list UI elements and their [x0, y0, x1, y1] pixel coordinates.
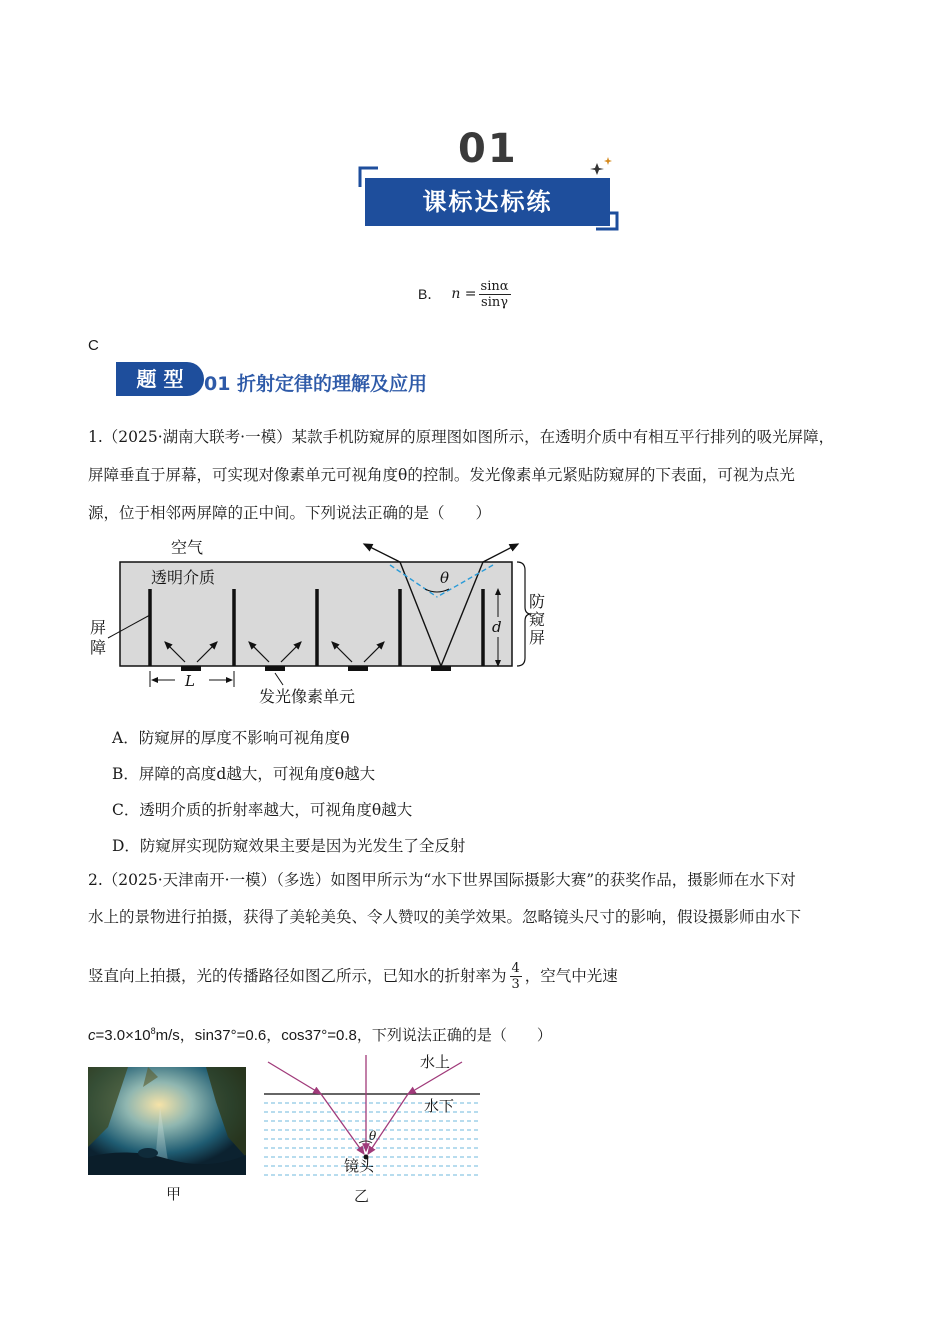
formula-numerator: sinα [480, 278, 509, 294]
banner-number: 01 [458, 126, 518, 172]
pixel [181, 666, 201, 671]
q1-line-3: 源，位于相邻两屏障的正中间。下列说法正确的是（ ） [88, 504, 492, 522]
q2-line-2: 水上的景物进行拍摄，获得了美轮美奂、令人赞叹的美学效果。忽略镜头尺寸的影响，假设摄影师由水下 [88, 908, 802, 926]
formula-lhs: n = [451, 286, 477, 302]
formula-b [418, 272, 511, 316]
q1-option-b[interactable]: B．屏障的高度d越大，可视角度θ越大 [112, 765, 376, 783]
L-label: L [185, 672, 195, 690]
caption-jia: 甲 [166, 1185, 182, 1203]
d-label: d [492, 618, 502, 636]
pixel [348, 666, 368, 671]
screen-label-3: 屏 [529, 628, 546, 647]
q2-line-4-rest: m/s，sin37°=0.6，cos37°=0.8，下列说法正确的是（ ） [155, 1027, 552, 1044]
light-speed-value: =3.0×10 [95, 1027, 151, 1044]
refractive-index [510, 961, 522, 992]
light-speed-symbol: c [88, 1027, 96, 1044]
q2-line-1: 2.（2025·天津南开·一模）（多选）如图甲所示为“水下世界国际摄影大赛”的获奖作品，摄影师在水下对 [88, 871, 796, 889]
light-speed-exponent: 8 [150, 1026, 156, 1036]
refraction-figure [262, 1045, 484, 1185]
answer-letter: C [88, 337, 99, 354]
q2-line-3 [88, 956, 618, 996]
formula-fraction [479, 279, 511, 310]
theta-label: θ [440, 569, 450, 587]
screen-label-1: 防 [529, 592, 546, 611]
refractive-index-den: 3 [511, 976, 520, 992]
q1-option-c[interactable]: C．透明介质的折射率越大，可视角度θ越大 [112, 801, 413, 819]
refractive-index-num: 4 [511, 960, 520, 976]
caption-yi: 乙 [354, 1187, 370, 1205]
formula-denominator: sinγ [481, 294, 509, 310]
screen-label-2: 窥 [529, 610, 546, 629]
lens-label: 镜头 [344, 1157, 375, 1175]
below-water-label: 水下 [424, 1097, 455, 1115]
q1-figure [85, 535, 555, 710]
banner-title: 课标达标练 [365, 178, 610, 226]
pixel [265, 666, 285, 671]
pixel [431, 666, 451, 671]
q2-line-3a: 竖直向上拍摄，光的传播路径如图乙所示，已知水的折射率为 [88, 967, 507, 985]
formula-label: B． [418, 286, 442, 302]
section-title: 01 折射定律的理解及应用 [204, 373, 428, 395]
medium-label: 透明介质 [151, 568, 216, 587]
pixel-label: 发光像素单元 [259, 687, 356, 706]
q1-option-a[interactable]: A．防窥屏的厚度不影响可视角度θ [112, 729, 350, 747]
above-water-label: 水上 [420, 1053, 451, 1071]
section-tag: 题 型 [116, 362, 204, 396]
barrier-label-2: 障 [90, 638, 107, 657]
air-label: 空气 [171, 538, 204, 557]
q1-line-1: 1.（2025·湖南大联考·一模）某款手机防窥屏的原理图如图所示，在透明介质中有相互平行排列的吸光屏障， [88, 428, 835, 446]
q1-line-2: 屏障垂直于屏幕，可实现对像素单元可视角度θ的控制。发光像素单元紧贴防窥屏的下表面，可视为点光 [88, 466, 795, 484]
q2-line-3b: ，空气中光速 [524, 967, 618, 985]
theta2-label: θ [369, 1129, 377, 1143]
underwater-photo [88, 1067, 246, 1175]
q1-option-d[interactable]: D．防窥屏实现防窥效果主要是因为光发生了全反射 [112, 837, 466, 855]
q2-line-4 [88, 1021, 552, 1046]
barrier-label-1: 屏 [90, 618, 107, 637]
